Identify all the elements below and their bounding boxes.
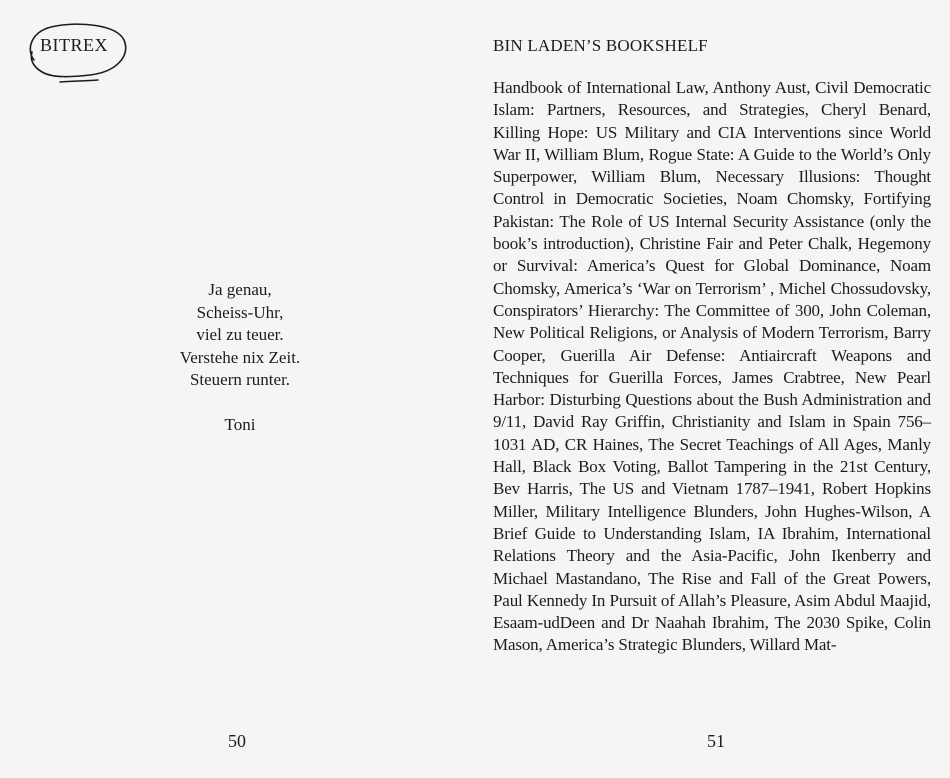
poem [140,279,340,436]
section-title: BIN LADEN’S BOOKSHELF [493,36,708,55]
body-text: Handbook of International Law, Anthony Aust, Civil Democratic Islam: Partners, Resources, and Strategies, Cheryl Benard, Killing Hope: US Military and CIA Interventions since World War II, William Blum, Rogue State: A Guide to the World’s Only Superpower, William Blum, Necessary Illusions: Thought Control in Democratic Societies, Noam Chomsky, Fortifying Pakistan: The Role of US Internal Security Assistance (only the book’s introduction), Christine Fair and Peter Chalk, Hegemony or Survival: America’s Quest for Global Dominance, Noam Chomsky, America’s ‘War on Terrorism’ , Michel Chossudovsky, Conspirators’ Hierarchy: The Committee of 300, John Coleman, New Political Religions, or Analysis of Modern Terrorism, Barry Cooper, Guerilla Air Defense: Antiaircraft Weapons and Techniques for Guerilla Forces, James Crabtree, New Pearl Harbor: Disturbing Questions about the Bush Administration and 9/11, David Ray Griffin, Christianity and Islam in Spain 756–1031 AD, CR Haines, The Secret Teachings of All Ages, Manly Hall, Black Box Voting, Ballot Tampering in the 21st Century, Bev Harris, The US and Vietnam 1787–1941, Robert Hopkins Miller, Military Intelligence Blunders, John Hughes-Wilson, A Brief Guide to Understanding Islam, IA Ibrahim, International Relations Theory and the Asia-Pacific, John Ikenberry and Michael Mastandano, The Rise and Fall of the Great Powers, Paul Kennedy In Pursuit of Allah’s Pleasure, Asim Abdul Maajid, Esaam-udDeen and Dr Naahah Ibrahim, The 2030 Spike, Colin Mason, America’s Strategic Blunders, Willard Mat- [493,78,931,655]
poem-signature: Toni [224,414,256,434]
poem-line: Steuern runter. [189,370,291,389]
poem-line: Ja genau, [208,280,272,299]
page-number-right: 51 [707,731,725,751]
page-number-left: 50 [228,731,246,751]
poem-line: Scheiss-Uhr, [196,302,284,322]
poem-line: viel zu teuer. [196,325,284,344]
poem-line: Verstehe nix Zeit. [179,347,301,367]
logo-text: BITREX [40,35,108,55]
bitrex-logo [24,20,130,84]
right-page [475,0,950,778]
